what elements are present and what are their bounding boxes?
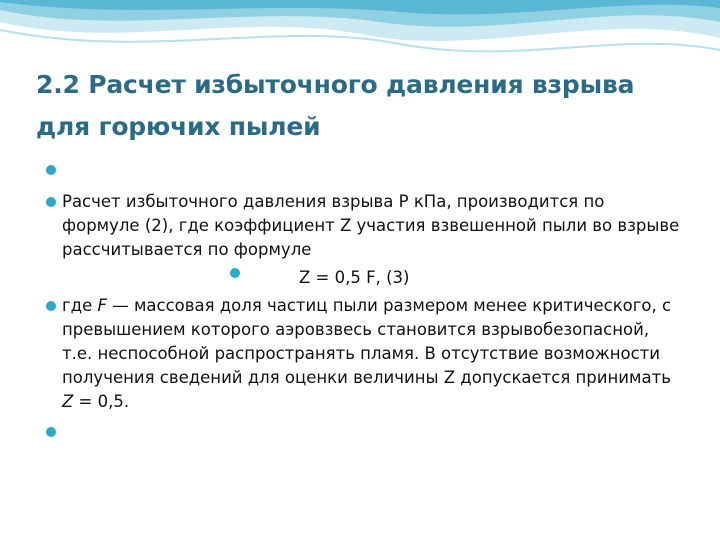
bullet-icon: [46, 165, 56, 175]
bullet-icon: [46, 197, 56, 207]
paragraph-2-suffix: = 0,5.: [73, 392, 130, 411]
bullet-icon: [230, 268, 240, 278]
empty-bullet-item: [44, 420, 684, 444]
paragraph-2-text: — массовая доля частиц пыли размером менее критического, с превышением которого аэровзвесь становится взрывобезопасной, т.е. неспособной распространять пламя. В отсутствие возможности получения сведений для оценки величины Z допускается принимать: [62, 296, 672, 387]
slide-body: [44, 158, 684, 452]
bullet-paragraph-2: [44, 294, 684, 414]
variable-f: F: [97, 296, 107, 315]
bullet-paragraph-1: [44, 190, 684, 262]
formula-text: Z = 0,5 F, (3): [299, 268, 410, 287]
formula-item: [44, 266, 684, 294]
variable-z: Z: [62, 392, 74, 411]
paragraph-2-prefix: где: [62, 296, 98, 315]
empty-bullet-item: [44, 158, 684, 182]
bullet-icon: [46, 427, 56, 437]
paragraph-1-text: Расчет избыточного давления взрыва P кПа, производится по формуле (2), где коэффициент Z участия взвешенной пыли во взрыве рассчитывается по формуле: [62, 192, 680, 259]
slide-title: 2.2 Расчет избыточного давления взрыва для горючих пылей: [36, 70, 635, 141]
bullet-icon: [46, 301, 56, 311]
